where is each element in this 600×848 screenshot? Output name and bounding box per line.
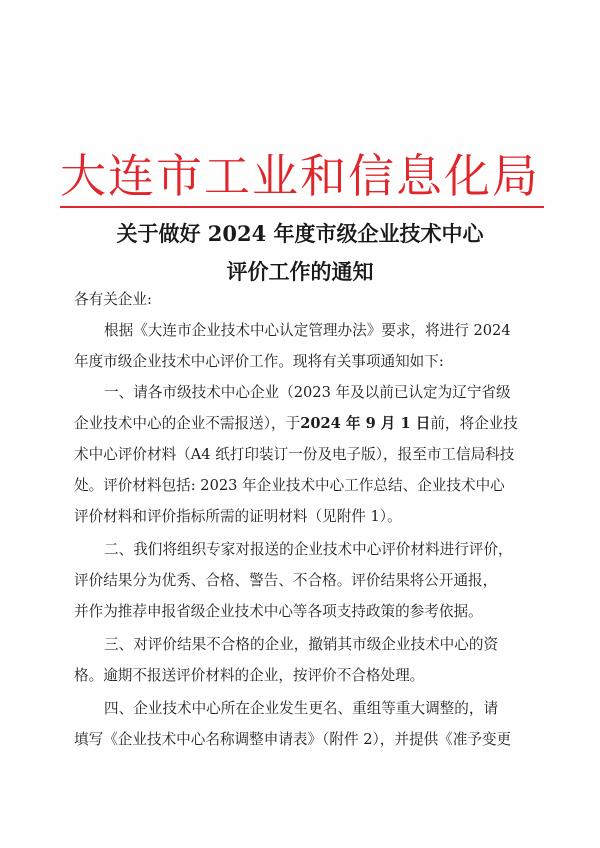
issuing-authority-header: 大连市工业和信息化局: [60, 149, 540, 203]
body-line-6: 处。评价材料包括: 2023 年企业技术中心工作总结、企业技术中心: [74, 477, 505, 494]
body-line-12: 格。逾期不报送评价材料的企业，按评价不合格处理。: [74, 667, 425, 684]
body-line-8: 二、我们将组织专家对报送的企业技术中心评价材料进行评价，: [104, 541, 513, 558]
body-line-9: 评价结果分为优秀、合格、警告、不合格。评价结果将公开通报，: [74, 572, 498, 589]
body-line-10: 并作为推荐申报省级企业技术中心等各项支持政策的参考依据。: [74, 603, 483, 620]
body-line-4-end: 前，将企业技: [430, 415, 518, 432]
body-line-1: 根据《大连市企业技术中心认定管理办法》要求，将进行 2024: [104, 322, 511, 339]
deadline-date: 2024 年 9 月 1 日: [300, 415, 431, 432]
salutation: 各有关企业:: [74, 291, 152, 308]
red-header-rule: [60, 206, 544, 208]
notice-title-line-1: 关于做好 2024 年度市级企业技术中心: [116, 221, 484, 246]
body-line-7: 评价材料和评价指标所需的证明材料（见附件 1）。: [74, 508, 402, 525]
body-line-3: 一、请各市级技术中心企业（2023 年及以前已认定为辽宁省级: [104, 384, 511, 401]
body-line-13: 四、企业技术中心所在企业发生更名、重组等重大调整的，请: [104, 700, 499, 717]
body-line-5: 术中心评价材料（A4 纸打印装订一份及电子版），报至市工信局科技: [74, 446, 515, 463]
body-line-4: [74, 409, 552, 439]
body-line-4-start: 企业技术中心的企业不需报送），于: [74, 415, 301, 432]
body-line-11: 三、对评价结果不合格的企业，撤销其市级企业技术中心的资: [104, 636, 499, 653]
body-line-14: 填写《企业技术中心名称调整申请表》（附件 2），并提供《准予变更: [74, 731, 512, 748]
body-line-2: 年度市级企业技术中心评价工作。现将有关事项通知如下:: [74, 353, 444, 370]
notice-title-line-2: 评价工作的通知: [226, 259, 374, 284]
